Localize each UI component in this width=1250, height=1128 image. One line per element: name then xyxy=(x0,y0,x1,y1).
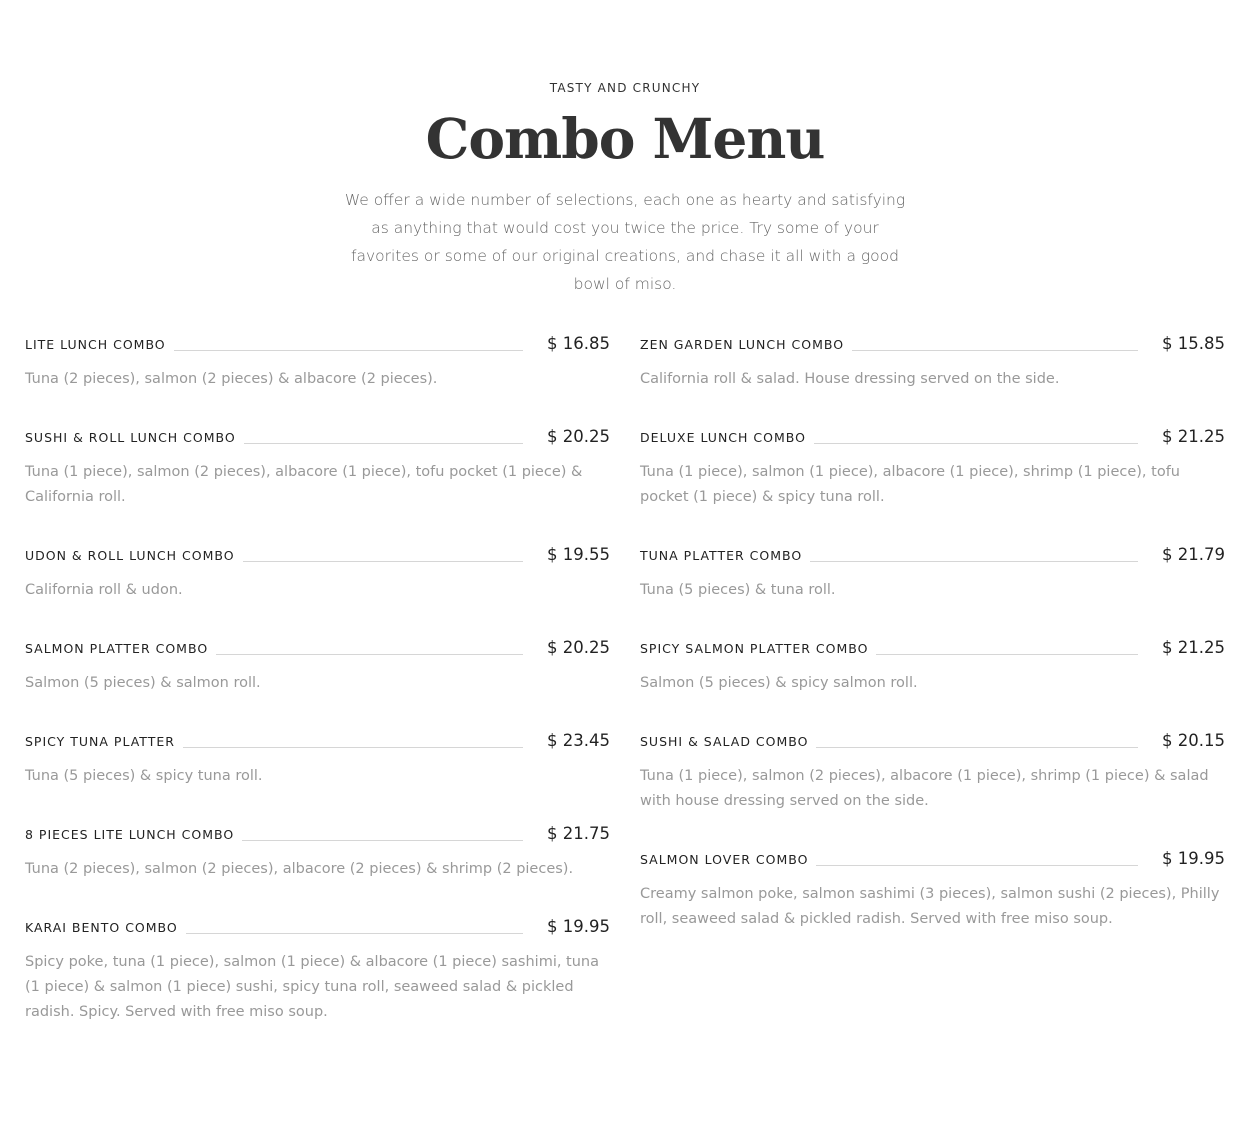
menu-item xyxy=(25,332,610,392)
intro-paragraph: We offer a wide number of selections, each one as hearty and satisfying as anything that would cost you twice the price. Try some of your favorites or some of our original creations, and chase it all with a good bowl of miso. xyxy=(344,191,906,293)
menu-item xyxy=(640,636,1225,696)
menu-item-description: California roll & salad. House dressing served on the side. xyxy=(640,371,1060,387)
menu-item xyxy=(640,425,1225,510)
menu-item-description: Tuna (2 pieces), salmon (2 pieces), albacore (2 pieces) & shrimp (2 pieces). xyxy=(25,861,574,877)
menu-item-price: $ 21.75 xyxy=(547,824,610,843)
menu-item-name: LITE LUNCH COMBO xyxy=(25,337,174,352)
page-title: Combo Menu xyxy=(425,106,825,171)
menu-item-price: $ 20.15 xyxy=(1162,731,1225,750)
menu-item-price: $ 21.79 xyxy=(1162,545,1225,564)
menu-item-name: KARAI BENTO COMBO xyxy=(25,920,186,935)
menu-item-description: Salmon (5 pieces) & salmon roll. xyxy=(25,675,261,691)
menu-item-price: $ 21.25 xyxy=(1162,427,1225,446)
menu-item-price: $ 21.25 xyxy=(1162,638,1225,657)
menu-item-description: Tuna (1 piece), salmon (2 pieces), albacore (1 piece), shrimp (1 piece) & salad with house dressing served on the side. xyxy=(640,768,1209,809)
menu-item xyxy=(640,332,1225,392)
menu-item-price: $ 19.95 xyxy=(1162,849,1225,868)
menu-item xyxy=(25,425,610,510)
menu-item-name: SUSHI & SALAD COMBO xyxy=(640,734,816,749)
menu-item-name: SUSHI & ROLL LUNCH COMBO xyxy=(25,430,244,445)
section-eyebrow: TASTY AND CRUNCHY xyxy=(549,81,701,95)
menu-item xyxy=(640,847,1225,932)
menu-item xyxy=(640,729,1225,814)
menu-item-name: SPICY TUNA PLATTER xyxy=(25,734,183,749)
menu-item xyxy=(25,636,610,696)
menu-item-name: SPICY SALMON PLATTER COMBO xyxy=(640,641,876,656)
menu-item-price: $ 19.95 xyxy=(547,917,610,936)
menu-item-description: Salmon (5 pieces) & spicy salmon roll. xyxy=(640,675,918,691)
menu-item-name: UDON & ROLL LUNCH COMBO xyxy=(25,548,243,563)
menu-item xyxy=(25,822,610,882)
menu-item-name: 8 PIECES LITE LUNCH COMBO xyxy=(25,827,242,842)
menu-item-price: $ 20.25 xyxy=(547,427,610,446)
menu-item-description: Tuna (1 piece), salmon (2 pieces), albacore (1 piece), tofu pocket (1 piece) & California roll. xyxy=(25,464,583,505)
menu-item xyxy=(640,543,1225,603)
menu-item-description: Creamy salmon poke, salmon sashimi (3 pieces), salmon sushi (2 pieces), Philly roll, seaweed salad & pickled radish. Served with free miso soup. xyxy=(640,886,1220,927)
menu-item-price: $ 20.25 xyxy=(547,638,610,657)
menu-item-name: DELUXE LUNCH COMBO xyxy=(640,430,814,445)
menu-item xyxy=(25,543,610,603)
menu-item-description: Tuna (1 piece), salmon (1 piece), albacore (1 piece), shrimp (1 piece), tofu pocket (1 piece) & spicy tuna roll. xyxy=(640,464,1180,505)
menu-item-price: $ 15.85 xyxy=(1162,334,1225,353)
menu-item-description: Tuna (5 pieces) & tuna roll. xyxy=(640,582,836,598)
menu-item-name: SALMON LOVER COMBO xyxy=(640,852,816,867)
menu-item xyxy=(25,729,610,789)
menu-item-description: Tuna (2 pieces), salmon (2 pieces) & albacore (2 pieces). xyxy=(25,371,438,387)
menu-item xyxy=(25,915,610,1025)
menu-item-name: SALMON PLATTER COMBO xyxy=(25,641,216,656)
menu-item-name: ZEN GARDEN LUNCH COMBO xyxy=(640,337,852,352)
menu-item-description: Tuna (5 pieces) & spicy tuna roll. xyxy=(25,768,263,784)
menu-item-description: Spicy poke, tuna (1 piece), salmon (1 piece) & albacore (1 piece) sashimi, tuna (1 piece) & salmon (1 piece) sushi, spicy tuna roll, seaweed salad & pickled radish. Spicy. Served with free miso soup. xyxy=(25,954,600,1020)
menu-item-price: $ 16.85 xyxy=(547,334,610,353)
menu-item-description: California roll & udon. xyxy=(25,582,183,598)
menu-item-name: TUNA PLATTER COMBO xyxy=(640,548,810,563)
menu-item-price: $ 19.55 xyxy=(547,545,610,564)
menu-item-price: $ 23.45 xyxy=(547,731,610,750)
